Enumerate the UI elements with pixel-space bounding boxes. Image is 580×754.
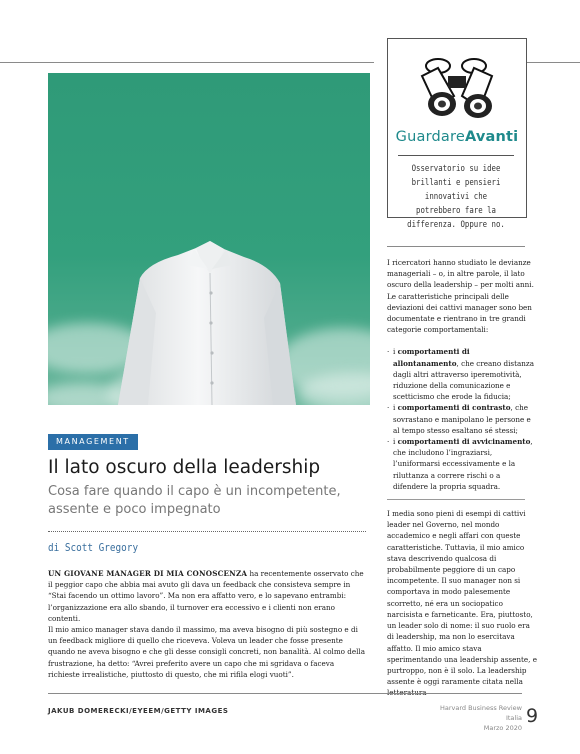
sidebar-rule	[398, 155, 514, 156]
photo-credit: JAKUB DOMERECKI/EYEEM/GETTY IMAGES	[48, 707, 229, 715]
list-separator	[387, 499, 525, 500]
sidebar-description: Osservatorio su idee brillanti e pensieri innovativi che potrebbero fare la differenza. Oppure no.	[407, 164, 505, 230]
sidebar-brand	[387, 129, 527, 145]
right-column-rule	[387, 246, 525, 247]
article-title: Il lato oscuro della leadership	[48, 457, 321, 478]
lead-text: ha recentemente osservato che il peggior capo che abbia mai avuto gli dava un feedback che consisteva sempre in “Stai facendo un ottimo lavoro”. Ma non era affatto vero, e lo sapevano entrambi: l’organizzazione era allo sbando, il turnover era eccessivo e i clienti non erano contenti.	[48, 569, 364, 623]
list-item: · i comportamenti di allontanamento, che creano distanza dagli altri attraverso iperemotività, riduzione della comunicazione e scetticismo che erode la fiducia;	[387, 346, 537, 402]
top-rule-right	[527, 62, 580, 63]
lead-caps: UN GIOVANE MANAGER DI MIA CONOSCENZA	[48, 569, 248, 578]
article-body-left	[48, 568, 366, 680]
list-item: · i comportamenti di avvicinamento, che includono l’ingraziarsi, l’uniformarsi eccessivamente e la riluttanza a correre rischi o a difendere la propria squadra.	[387, 436, 537, 492]
dotted-divider	[48, 531, 366, 532]
top-rule-left	[0, 62, 374, 63]
behavior-list	[387, 346, 537, 492]
brand-part-1: Guardare	[395, 129, 465, 145]
issue-date: Marzo 2020	[483, 724, 522, 732]
paragraph-2: Il mio amico manager stava dando il massimo, ma aveva bisogno di più sostegno e di un feedback migliore di quello che riceveva. Voleva un leader che fosse presente quando ne aveva bisogno e che gli desse consigli concreti, non banalità. Al colmo della frustrazione, ha detto: “Avrei preferito avere un capo che mi sgridava o faceva richieste irrealistiche, piuttosto di questo, che mi rifila elogi vuoti”.	[48, 625, 366, 679]
right-paragraph: I media sono pieni di esempi di cattivi leader nel Governo, nel mondo accademico e negli affari con queste caratteristiche. Tuttavia, il mio amico stava descrivendo qualcosa di probabilmente peggiore di un capo incompetente. Il suo manager non si comportava in modo palesemente scorretto, né era un sociopatico narcisista e farneticante. Era, piuttosto, un leader solo di nome: il suo ruolo era di leadership, ma non lo esercitava affatto. Il mio amico stava sperimentando una leadership assente, e purtroppo, non è il solo. La leadership assente è oggi raramente citata nella	[387, 509, 537, 687]
article-body-right	[387, 257, 537, 710]
brand-part-2: Avanti	[464, 129, 519, 145]
article-author: di Scott Gregory	[48, 541, 139, 554]
magazine-info	[430, 703, 522, 733]
section-tag: MANAGEMENT	[48, 434, 138, 450]
article-subtitle: Cosa fare quando il capo è un incompetente, assente e poco impegnato	[48, 484, 341, 517]
footer-rule	[48, 693, 522, 694]
magazine-name: Harvard Business Review Italia	[439, 704, 522, 722]
headless-shirt-figure	[48, 73, 370, 405]
hero-image	[48, 73, 370, 405]
binoculars-icon	[408, 46, 504, 122]
list-item: · i comportamenti di contrasto, che sovrastano e manipolano le persone e al tempo stesso esaltano sé stessi;	[387, 402, 537, 436]
right-intro: I ricercatori hanno studiato le devianze manageriali – o, in altre parole, il lato oscuro della leadership – per molti anni. Le caratteristiche principali delle deviazioni dei cattivi manager sono ben documentate e rientrano in tre grandi categorie comportamentali:	[387, 258, 534, 335]
page-number: 9	[526, 705, 539, 727]
